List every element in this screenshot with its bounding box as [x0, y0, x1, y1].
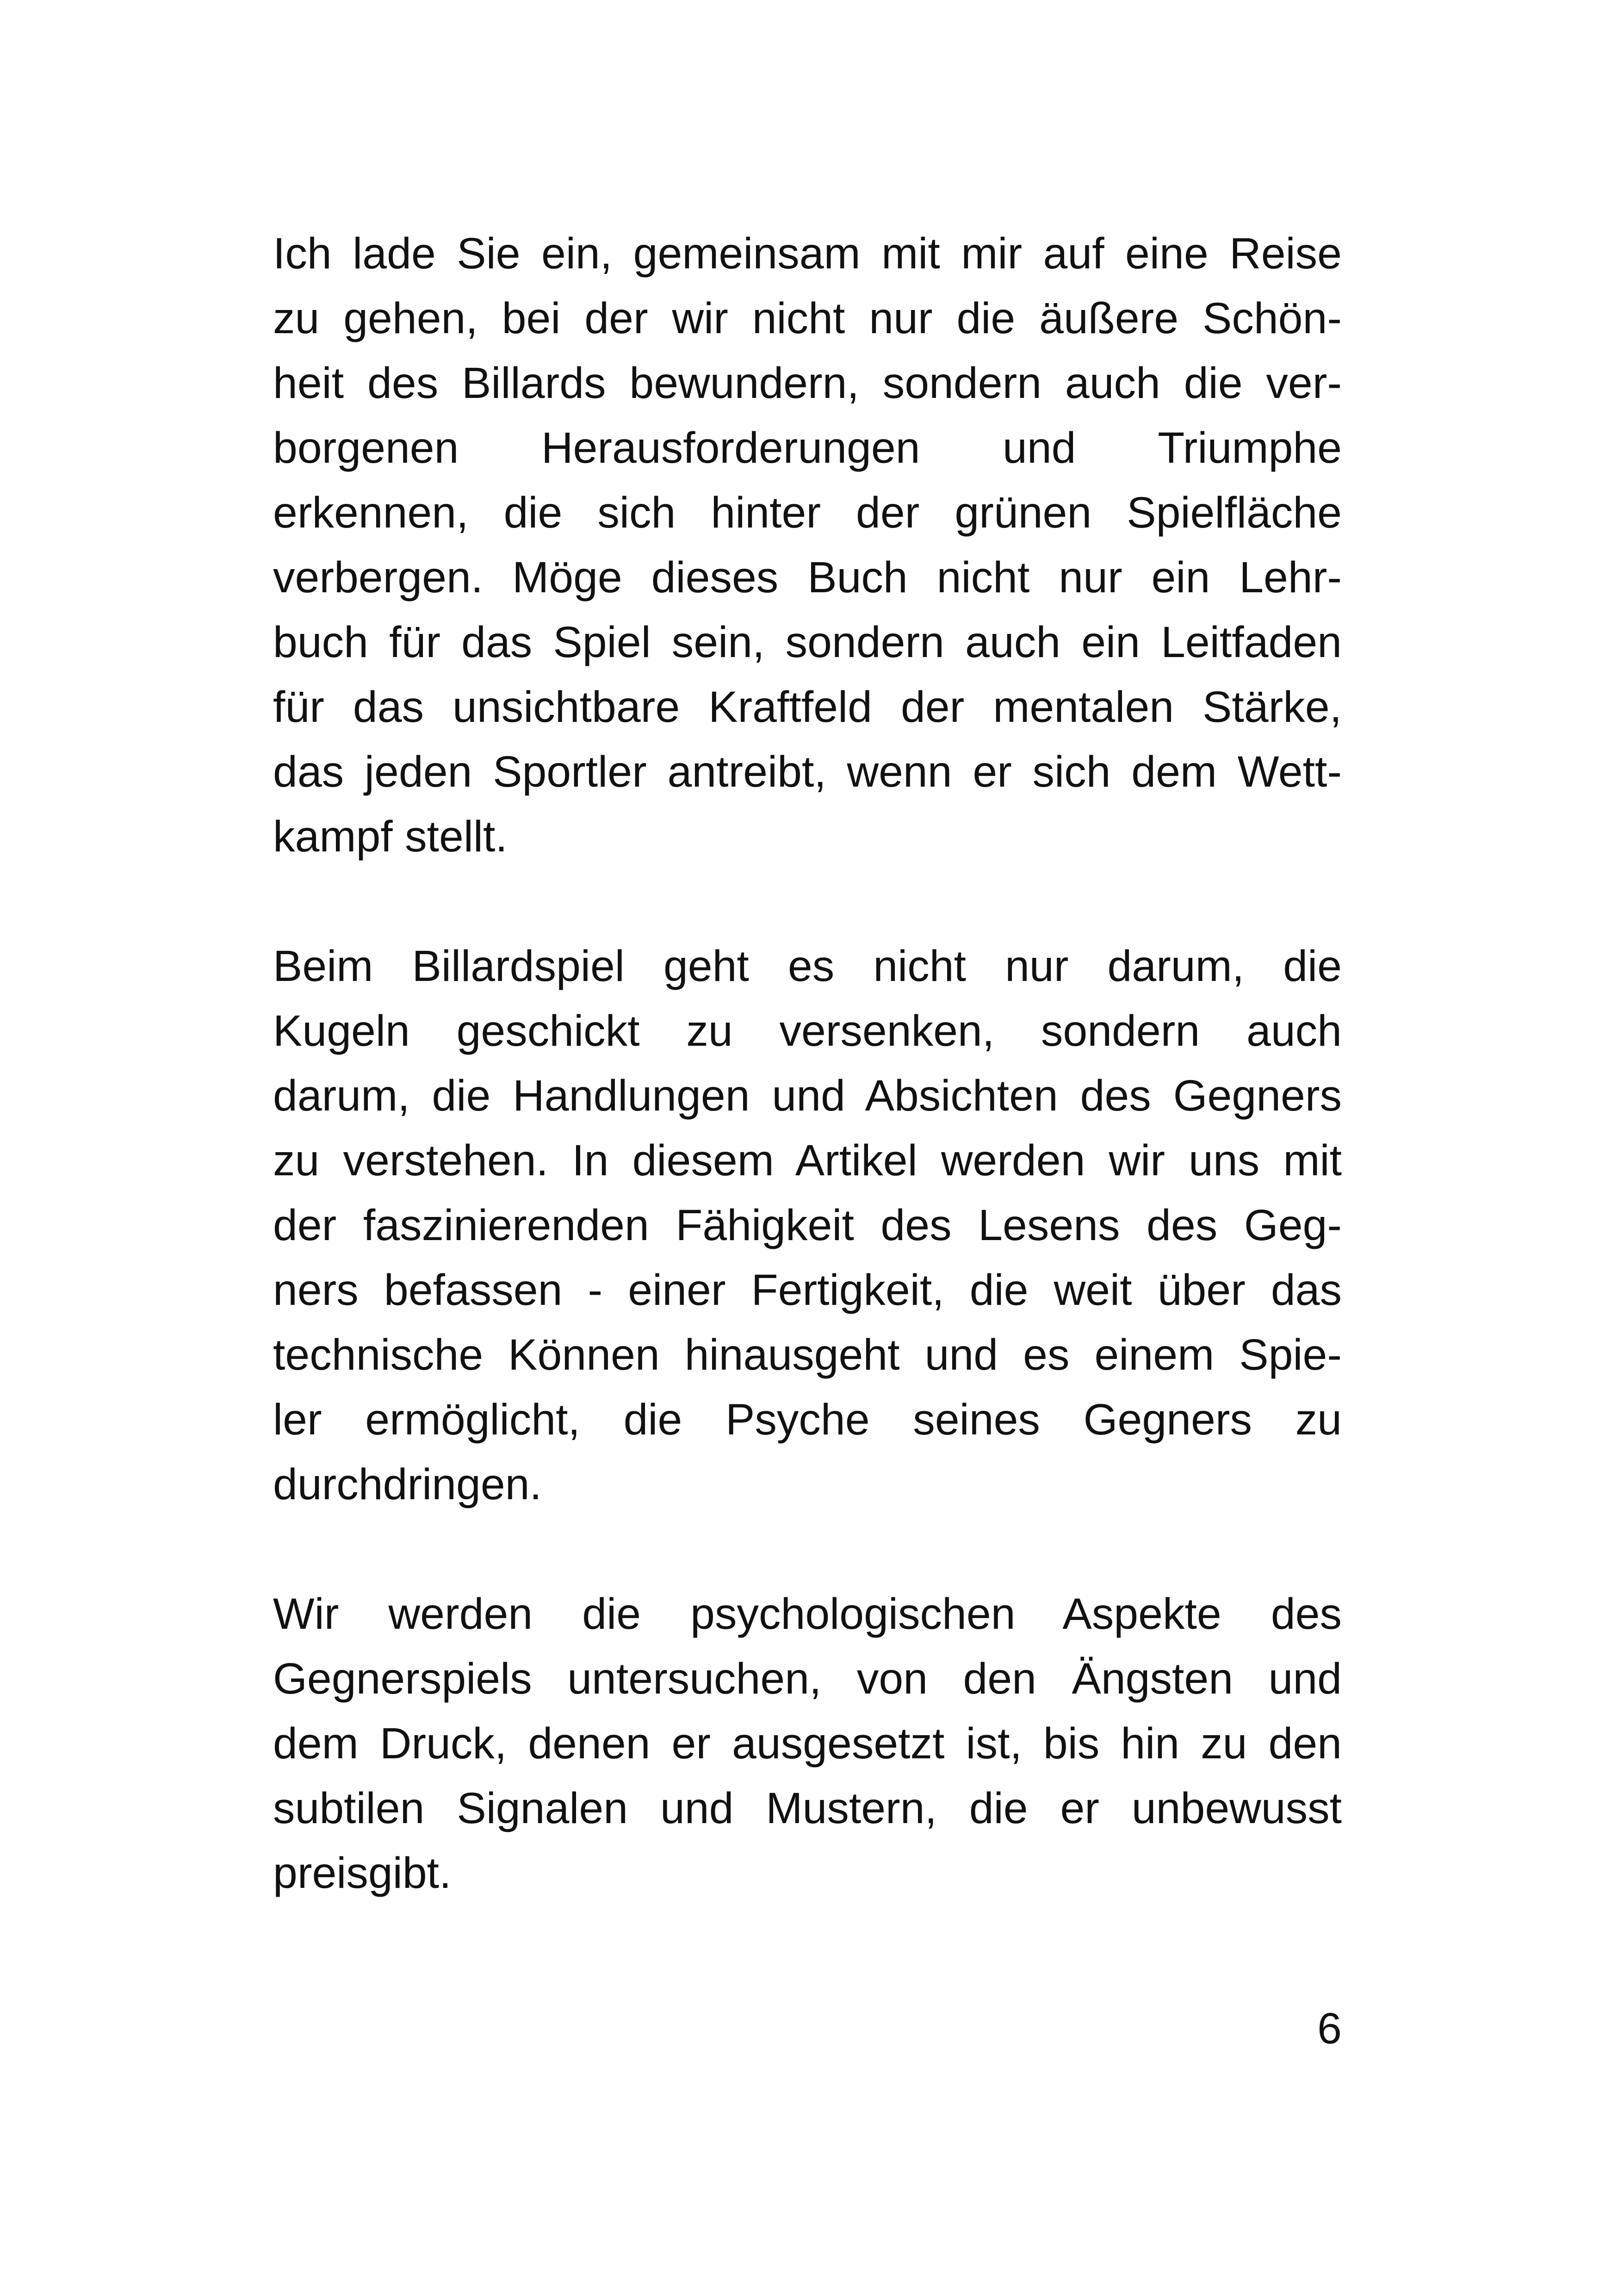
text-line: verbergen. Möge dieses Buch nicht nur ein Lehr- [273, 553, 1342, 602]
text-line: kampf stellt. [273, 812, 508, 861]
text-line: zu gehen, bei der wir nicht nur die äußere Schön- [273, 294, 1342, 343]
text-line: technische Können hinausgeht und es einem Spie- [273, 1330, 1342, 1379]
paragraph-3 [273, 1582, 1342, 1905]
paragraph-1 [273, 221, 1342, 869]
text-line: der faszinierenden Fähigkeit des Lesens des Geg- [273, 1201, 1342, 1250]
paragraph-2 [273, 934, 1342, 1517]
page-number: 6 [1317, 2004, 1342, 2053]
text-line: für das unsichtbare Kraftfeld der mentalen Stärke, [273, 683, 1342, 732]
text-line: darum, die Handlungen und Absichten des Gegners [273, 1071, 1342, 1120]
text-line: Beim Billardspiel geht es nicht nur darum, die [273, 942, 1342, 991]
text-line: ners befassen - einer Fertigkeit, die weit über das [273, 1266, 1342, 1315]
text-line: subtilen Signalen und Mustern, die er unbewusst [273, 1784, 1342, 1833]
text-line: erkennen, die sich hinter der grünen Spielfläche [273, 488, 1342, 537]
text-line: buch für das Spiel sein, sondern auch ein Leitfaden [273, 618, 1342, 667]
text-line: Kugeln geschickt zu versenken, sondern auch [273, 1006, 1342, 1055]
text-line: das jeden Sportler antreibt, wenn er sich dem Wett- [273, 747, 1342, 796]
text-line: durchdringen. [273, 1460, 542, 1509]
text-line: Ich lade Sie ein, gemeinsam mit mir auf eine Reise [273, 229, 1342, 278]
text-line: zu verstehen. In diesem Artikel werden wir uns mit [273, 1136, 1342, 1185]
text-line: heit des Billards bewundern, sondern auch die ver- [273, 359, 1342, 408]
text-line: Wir werden die psychologischen Aspekte des [273, 1589, 1342, 1638]
text-line: Gegnerspiels untersuchen, von den Ängsten und [273, 1654, 1342, 1703]
text-line: dem Druck, denen er ausgesetzt ist, bis hin zu den [273, 1719, 1342, 1768]
text-line: ler ermöglicht, die Psyche seines Gegners zu [273, 1395, 1342, 1444]
text-line: preisgibt. [273, 1849, 452, 1898]
text-line: borgenen Herausforderungen und Triumphe [273, 423, 1342, 472]
